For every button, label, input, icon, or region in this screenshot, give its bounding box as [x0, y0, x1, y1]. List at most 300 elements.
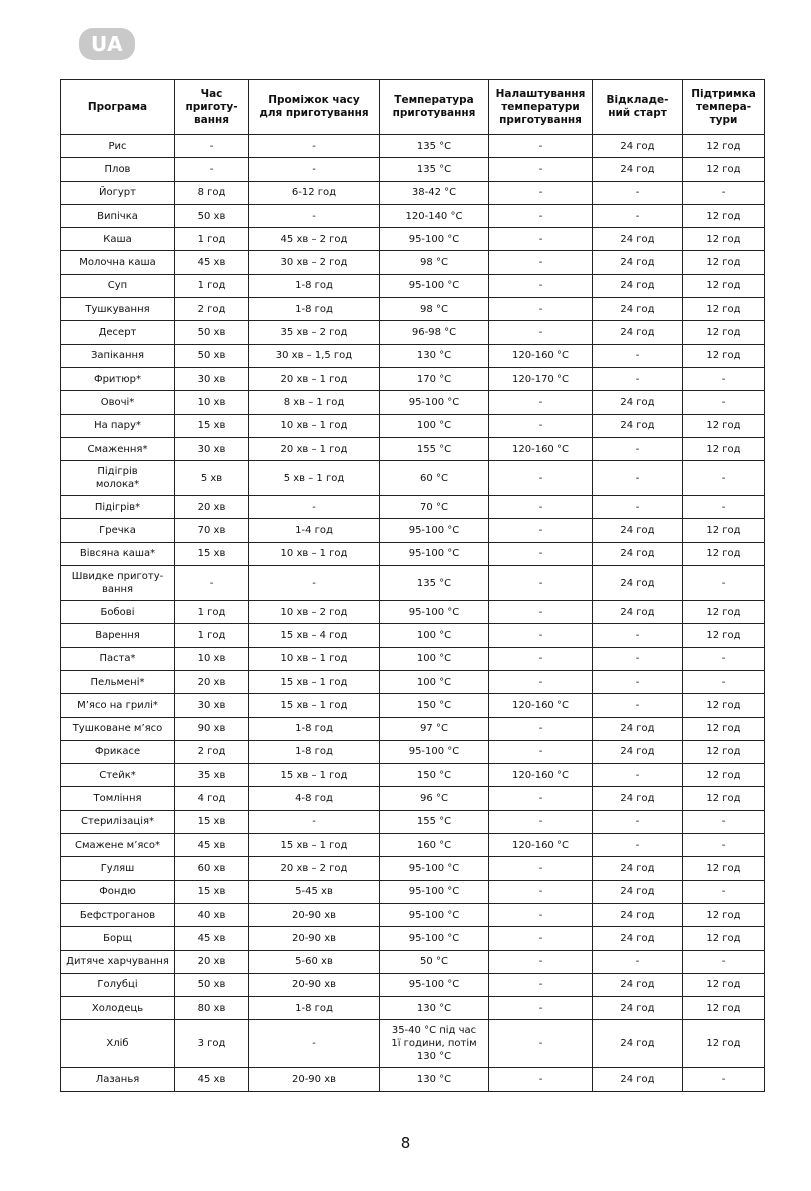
cooking-temperature-cell: 70 °C [380, 496, 489, 519]
time-range-cell: 10 хв – 1 год [249, 414, 380, 437]
time-range-cell: 5-45 хв [249, 880, 380, 903]
table-row [61, 181, 765, 204]
temperature-setting-cell: - [489, 251, 593, 274]
keep-warm-cell: 12 год [683, 414, 765, 437]
cooking-time-cell: 10 хв [175, 391, 249, 414]
delayed-start-cell: 24 год [593, 927, 683, 950]
cooking-temperature-cell: 155 °C [380, 810, 489, 833]
program-name-cell: Каша [61, 228, 175, 251]
temperature-setting-cell: - [489, 321, 593, 344]
time-range-cell: 1-8 год [249, 298, 380, 321]
table-row [61, 647, 765, 670]
delayed-start-cell: - [593, 764, 683, 787]
temperature-setting-cell: - [489, 950, 593, 973]
delayed-start-cell: - [593, 344, 683, 367]
cooking-temperature-cell: 135 °C [380, 158, 489, 181]
program-name-cell: Запікання [61, 344, 175, 367]
cooking-temperature-cell: 95-100 °C [380, 857, 489, 880]
cooking-temperature-cell: 95-100 °C [380, 601, 489, 624]
table-row [61, 857, 765, 880]
keep-warm-cell: 12 год [683, 927, 765, 950]
cooking-temperature-cell: 95-100 °C [380, 391, 489, 414]
delayed-start-cell: 24 год [593, 857, 683, 880]
temperature-setting-cell: - [489, 181, 593, 204]
table-row [61, 670, 765, 693]
keep-warm-cell: 12 год [683, 274, 765, 297]
temperature-setting-cell: - [489, 158, 593, 181]
time-range-cell: - [249, 810, 380, 833]
keep-warm-cell: 12 год [683, 228, 765, 251]
cooking-temperature-cell: 98 °C [380, 298, 489, 321]
program-name-cell: Фрикасе [61, 740, 175, 763]
cooking-time-cell: 15 хв [175, 810, 249, 833]
program-name-cell: Варення [61, 624, 175, 647]
time-range-cell: 20-90 хв [249, 927, 380, 950]
column-header: Час приготу- вання [175, 80, 249, 135]
program-name-cell: Плов [61, 158, 175, 181]
time-range-cell: 15 хв – 1 год [249, 694, 380, 717]
keep-warm-cell: 12 год [683, 519, 765, 542]
delayed-start-cell: 24 год [593, 1020, 683, 1068]
table-row [61, 903, 765, 926]
keep-warm-cell: 12 год [683, 298, 765, 321]
temperature-setting-cell: - [489, 717, 593, 740]
time-range-cell: 45 хв – 2 год [249, 228, 380, 251]
time-range-cell: 20 хв – 2 год [249, 857, 380, 880]
temperature-setting-cell: - [489, 274, 593, 297]
cooking-time-cell: 4 год [175, 787, 249, 810]
program-name-cell: Рис [61, 135, 175, 158]
table-row [61, 519, 765, 542]
cooking-temperature-cell: 100 °C [380, 624, 489, 647]
cooking-time-cell: 70 хв [175, 519, 249, 542]
temperature-setting-cell: - [489, 647, 593, 670]
delayed-start-cell: - [593, 496, 683, 519]
time-range-cell: - [249, 204, 380, 227]
table-row [61, 834, 765, 857]
table-header-row [61, 80, 765, 135]
cooking-time-cell: 50 хв [175, 344, 249, 367]
table-row [61, 624, 765, 647]
program-name-cell: Смаження* [61, 437, 175, 460]
cooking-temperature-cell: 95-100 °C [380, 274, 489, 297]
keep-warm-cell: - [683, 880, 765, 903]
keep-warm-cell: - [683, 367, 765, 390]
table-row [61, 321, 765, 344]
temperature-setting-cell: - [489, 414, 593, 437]
keep-warm-cell: 12 год [683, 601, 765, 624]
time-range-cell: - [249, 1020, 380, 1068]
cooking-temperature-cell: 100 °C [380, 414, 489, 437]
keep-warm-cell: 12 год [683, 251, 765, 274]
keep-warm-cell: - [683, 950, 765, 973]
delayed-start-cell: 24 год [593, 997, 683, 1020]
delayed-start-cell: 24 год [593, 414, 683, 437]
time-range-cell: 15 хв – 4 год [249, 624, 380, 647]
cooking-time-cell: 15 хв [175, 414, 249, 437]
cooking-temperature-cell: 95-100 °C [380, 903, 489, 926]
cooking-time-cell: 50 хв [175, 204, 249, 227]
program-name-cell: Пельмені* [61, 670, 175, 693]
temperature-setting-cell: - [489, 298, 593, 321]
table-row [61, 391, 765, 414]
time-range-cell: - [249, 158, 380, 181]
time-range-cell: 1-4 год [249, 519, 380, 542]
program-name-cell: Тушкування [61, 298, 175, 321]
cooking-temperature-cell: 130 °C [380, 344, 489, 367]
program-name-cell: Дитяче харчування [61, 950, 175, 973]
table-row [61, 764, 765, 787]
cooking-temperature-cell: 35-40 °C під час 1ї години, потім 130 °C [380, 1020, 489, 1068]
table-row [61, 135, 765, 158]
temperature-setting-cell: - [489, 624, 593, 647]
temperature-setting-cell: - [489, 973, 593, 996]
cooking-temperature-cell: 135 °C [380, 135, 489, 158]
time-range-cell: 1-8 год [249, 997, 380, 1020]
keep-warm-cell: 12 год [683, 1020, 765, 1068]
cooking-temperature-cell: 100 °C [380, 647, 489, 670]
table-row [61, 601, 765, 624]
keep-warm-cell: - [683, 647, 765, 670]
delayed-start-cell: 24 год [593, 298, 683, 321]
cooking-temperature-cell: 95-100 °C [380, 519, 489, 542]
program-name-cell: Десерт [61, 321, 175, 344]
temperature-setting-cell: - [489, 810, 593, 833]
program-name-cell: Гречка [61, 519, 175, 542]
table-row [61, 204, 765, 227]
program-name-cell: Голубці [61, 973, 175, 996]
program-name-cell: Йогурт [61, 181, 175, 204]
table-row [61, 810, 765, 833]
keep-warm-cell: 12 год [683, 344, 765, 367]
program-name-cell: Лазанья [61, 1068, 175, 1091]
keep-warm-cell: 12 год [683, 204, 765, 227]
program-name-cell: Фритюр* [61, 367, 175, 390]
delayed-start-cell: - [593, 437, 683, 460]
table-row [61, 496, 765, 519]
table-row [61, 344, 765, 367]
temperature-setting-cell: - [489, 228, 593, 251]
table-body [61, 135, 765, 1092]
column-header: Програма [61, 80, 175, 135]
program-name-cell: Хліб [61, 1020, 175, 1068]
program-name-cell: Молочна каша [61, 251, 175, 274]
time-range-cell: 5-60 хв [249, 950, 380, 973]
temperature-setting-cell: - [489, 496, 593, 519]
table-row [61, 973, 765, 996]
program-name-cell: Бефстроганов [61, 903, 175, 926]
time-range-cell: 20 хв – 1 год [249, 437, 380, 460]
delayed-start-cell: - [593, 834, 683, 857]
delayed-start-cell: - [593, 694, 683, 717]
delayed-start-cell: 24 год [593, 880, 683, 903]
delayed-start-cell: - [593, 950, 683, 973]
cooking-time-cell: 45 хв [175, 1068, 249, 1091]
temperature-setting-cell: - [489, 903, 593, 926]
temperature-setting-cell: - [489, 135, 593, 158]
keep-warm-cell: 12 год [683, 135, 765, 158]
temperature-setting-cell: 120-160 °C [489, 344, 593, 367]
program-table [60, 79, 765, 1092]
cooking-temperature-cell: 95-100 °C [380, 927, 489, 950]
cooking-temperature-cell: 96 °C [380, 787, 489, 810]
time-range-cell: 1-8 год [249, 274, 380, 297]
delayed-start-cell: - [593, 204, 683, 227]
time-range-cell: 1-8 год [249, 740, 380, 763]
time-range-cell: 8 хв – 1 год [249, 391, 380, 414]
delayed-start-cell: - [593, 624, 683, 647]
time-range-cell: 35 хв – 2 год [249, 321, 380, 344]
program-name-cell: Підігрів* [61, 496, 175, 519]
cooking-temperature-cell: 95-100 °C [380, 542, 489, 565]
temperature-setting-cell: - [489, 740, 593, 763]
table-row [61, 927, 765, 950]
keep-warm-cell: - [683, 181, 765, 204]
cooking-temperature-cell: 60 °C [380, 461, 489, 496]
program-name-cell: Борщ [61, 927, 175, 950]
time-range-cell: 10 хв – 1 год [249, 542, 380, 565]
cooking-temperature-cell: 100 °C [380, 670, 489, 693]
keep-warm-cell: - [683, 461, 765, 496]
temperature-setting-cell: - [489, 1068, 593, 1091]
program-name-cell: Стейк* [61, 764, 175, 787]
delayed-start-cell: 24 год [593, 717, 683, 740]
cooking-time-cell: 45 хв [175, 834, 249, 857]
cooking-temperature-cell: 155 °C [380, 437, 489, 460]
delayed-start-cell: 24 год [593, 566, 683, 601]
program-name-cell: На пару* [61, 414, 175, 437]
cooking-temperature-cell: 120-140 °C [380, 204, 489, 227]
cooking-time-cell: 15 хв [175, 542, 249, 565]
keep-warm-cell: 12 год [683, 973, 765, 996]
keep-warm-cell: - [683, 810, 765, 833]
temperature-setting-cell: 120-160 °C [489, 764, 593, 787]
temperature-setting-cell: - [489, 927, 593, 950]
delayed-start-cell: 24 год [593, 740, 683, 763]
keep-warm-cell: 12 год [683, 787, 765, 810]
program-name-cell: Смажене м’ясо* [61, 834, 175, 857]
table-row [61, 414, 765, 437]
cooking-temperature-cell: 96-98 °C [380, 321, 489, 344]
cooking-temperature-cell: 130 °C [380, 997, 489, 1020]
cooking-temperature-cell: 150 °C [380, 694, 489, 717]
cooking-time-cell: 30 хв [175, 437, 249, 460]
keep-warm-cell: 12 год [683, 717, 765, 740]
cooking-temperature-cell: 95-100 °C [380, 973, 489, 996]
table-row [61, 1020, 765, 1068]
table-row [61, 274, 765, 297]
time-range-cell: 6-12 год [249, 181, 380, 204]
table-row [61, 997, 765, 1020]
column-header: Проміжок часу для приготування [249, 80, 380, 135]
cooking-temperature-cell: 170 °C [380, 367, 489, 390]
delayed-start-cell: 24 год [593, 903, 683, 926]
program-name-cell: М’ясо на грилі* [61, 694, 175, 717]
time-range-cell: 15 хв – 1 год [249, 834, 380, 857]
keep-warm-cell: 12 год [683, 542, 765, 565]
cooking-temperature-cell: 160 °C [380, 834, 489, 857]
column-header: Налаштування температури приготування [489, 80, 593, 135]
temperature-setting-cell: - [489, 997, 593, 1020]
cooking-temperature-cell: 135 °C [380, 566, 489, 601]
table-row [61, 542, 765, 565]
cooking-temperature-cell: 98 °C [380, 251, 489, 274]
language-badge: UA [79, 28, 135, 60]
cooking-time-cell: 2 год [175, 740, 249, 763]
time-range-cell: - [249, 496, 380, 519]
delayed-start-cell: 24 год [593, 542, 683, 565]
temperature-setting-cell: 120-160 °C [489, 437, 593, 460]
table-row [61, 437, 765, 460]
table-row [61, 787, 765, 810]
time-range-cell: 1-8 год [249, 717, 380, 740]
time-range-cell: 10 хв – 1 год [249, 647, 380, 670]
cooking-time-cell: 80 хв [175, 997, 249, 1020]
cooking-temperature-cell: 97 °C [380, 717, 489, 740]
program-name-cell: Гуляш [61, 857, 175, 880]
time-range-cell: 15 хв – 1 год [249, 764, 380, 787]
cooking-temperature-cell: 95-100 °C [380, 228, 489, 251]
keep-warm-cell: 12 год [683, 764, 765, 787]
cooking-time-cell: 50 хв [175, 321, 249, 344]
temperature-setting-cell: 120-160 °C [489, 834, 593, 857]
delayed-start-cell: 24 год [593, 135, 683, 158]
table-row [61, 461, 765, 496]
temperature-setting-cell: - [489, 787, 593, 810]
program-name-cell: Холодець [61, 997, 175, 1020]
table-row [61, 694, 765, 717]
time-range-cell: 30 хв – 1,5 год [249, 344, 380, 367]
delayed-start-cell: - [593, 367, 683, 390]
delayed-start-cell: 24 год [593, 787, 683, 810]
delayed-start-cell: - [593, 461, 683, 496]
keep-warm-cell: 12 год [683, 158, 765, 181]
program-name-cell: Фондю [61, 880, 175, 903]
temperature-setting-cell: - [489, 204, 593, 227]
keep-warm-cell: - [683, 566, 765, 601]
program-name-cell: Паста* [61, 647, 175, 670]
program-name-cell: Суп [61, 274, 175, 297]
cooking-time-cell: 50 хв [175, 973, 249, 996]
cooking-time-cell: 30 хв [175, 694, 249, 717]
keep-warm-cell: 12 год [683, 740, 765, 763]
temperature-setting-cell: 120-170 °C [489, 367, 593, 390]
table-row [61, 367, 765, 390]
cooking-time-cell: 1 год [175, 624, 249, 647]
temperature-setting-cell: - [489, 542, 593, 565]
temperature-setting-cell: - [489, 601, 593, 624]
cooking-temperature-cell: 50 °C [380, 950, 489, 973]
keep-warm-cell: 12 год [683, 624, 765, 647]
cooking-time-cell: 1 год [175, 274, 249, 297]
delayed-start-cell: 24 год [593, 601, 683, 624]
keep-warm-cell: 12 год [683, 694, 765, 717]
table-row [61, 717, 765, 740]
column-header: Підтримка темпера- тури [683, 80, 765, 135]
program-name-cell: Підігрів молока* [61, 461, 175, 496]
column-header: Температура приготування [380, 80, 489, 135]
program-name-cell: Бобові [61, 601, 175, 624]
cooking-time-cell: 20 хв [175, 950, 249, 973]
table-row [61, 298, 765, 321]
time-range-cell: 15 хв – 1 год [249, 670, 380, 693]
delayed-start-cell: 24 год [593, 228, 683, 251]
temperature-setting-cell: - [489, 670, 593, 693]
cooking-time-cell: 45 хв [175, 927, 249, 950]
table-row [61, 1068, 765, 1091]
program-name-cell: Томління [61, 787, 175, 810]
time-range-cell: 20 хв – 1 год [249, 367, 380, 390]
program-name-cell: Випічка [61, 204, 175, 227]
cooking-temperature-cell: 95-100 °C [380, 880, 489, 903]
cooking-time-cell: - [175, 135, 249, 158]
table-row [61, 880, 765, 903]
time-range-cell: 10 хв – 2 год [249, 601, 380, 624]
cooking-time-cell: 20 хв [175, 496, 249, 519]
time-range-cell: 5 хв – 1 год [249, 461, 380, 496]
temperature-setting-cell: - [489, 391, 593, 414]
page-number: 8 [400, 1134, 411, 1152]
delayed-start-cell: 24 год [593, 158, 683, 181]
time-range-cell: 20-90 хв [249, 973, 380, 996]
table-row [61, 950, 765, 973]
table-row [61, 228, 765, 251]
time-range-cell: 30 хв – 2 год [249, 251, 380, 274]
table-row [61, 566, 765, 601]
cooking-time-cell: 3 год [175, 1020, 249, 1068]
cooking-time-cell: 5 хв [175, 461, 249, 496]
keep-warm-cell: - [683, 391, 765, 414]
cooking-time-cell: 8 год [175, 181, 249, 204]
table-row [61, 158, 765, 181]
keep-warm-cell: 12 год [683, 437, 765, 460]
cooking-temperature-cell: 150 °C [380, 764, 489, 787]
delayed-start-cell: 24 год [593, 973, 683, 996]
cooking-time-cell: 1 год [175, 228, 249, 251]
cooking-time-cell: 90 хв [175, 717, 249, 740]
cooking-time-cell: 1 год [175, 601, 249, 624]
cooking-time-cell: 45 хв [175, 251, 249, 274]
cooking-time-cell: 10 хв [175, 647, 249, 670]
cooking-temperature-cell: 95-100 °C [380, 740, 489, 763]
cooking-time-cell: 40 хв [175, 903, 249, 926]
temperature-setting-cell: 120-160 °C [489, 694, 593, 717]
keep-warm-cell: 12 год [683, 321, 765, 344]
delayed-start-cell: 24 год [593, 1068, 683, 1091]
keep-warm-cell: 12 год [683, 903, 765, 926]
cooking-time-cell: 20 хв [175, 670, 249, 693]
cooking-temperature-cell: 130 °C [380, 1068, 489, 1091]
delayed-start-cell: 24 год [593, 251, 683, 274]
time-range-cell: 4-8 год [249, 787, 380, 810]
keep-warm-cell: - [683, 834, 765, 857]
delayed-start-cell: 24 год [593, 274, 683, 297]
table-row [61, 251, 765, 274]
table-row [61, 740, 765, 763]
keep-warm-cell: - [683, 670, 765, 693]
delayed-start-cell: 24 год [593, 391, 683, 414]
keep-warm-cell: 12 год [683, 997, 765, 1020]
keep-warm-cell: - [683, 1068, 765, 1091]
delayed-start-cell: 24 год [593, 519, 683, 542]
temperature-setting-cell: - [489, 566, 593, 601]
time-range-cell: - [249, 135, 380, 158]
program-name-cell: Вівсяна каша* [61, 542, 175, 565]
cooking-temperature-cell: 38-42 °C [380, 181, 489, 204]
temperature-setting-cell: - [489, 857, 593, 880]
delayed-start-cell: - [593, 181, 683, 204]
delayed-start-cell: - [593, 647, 683, 670]
